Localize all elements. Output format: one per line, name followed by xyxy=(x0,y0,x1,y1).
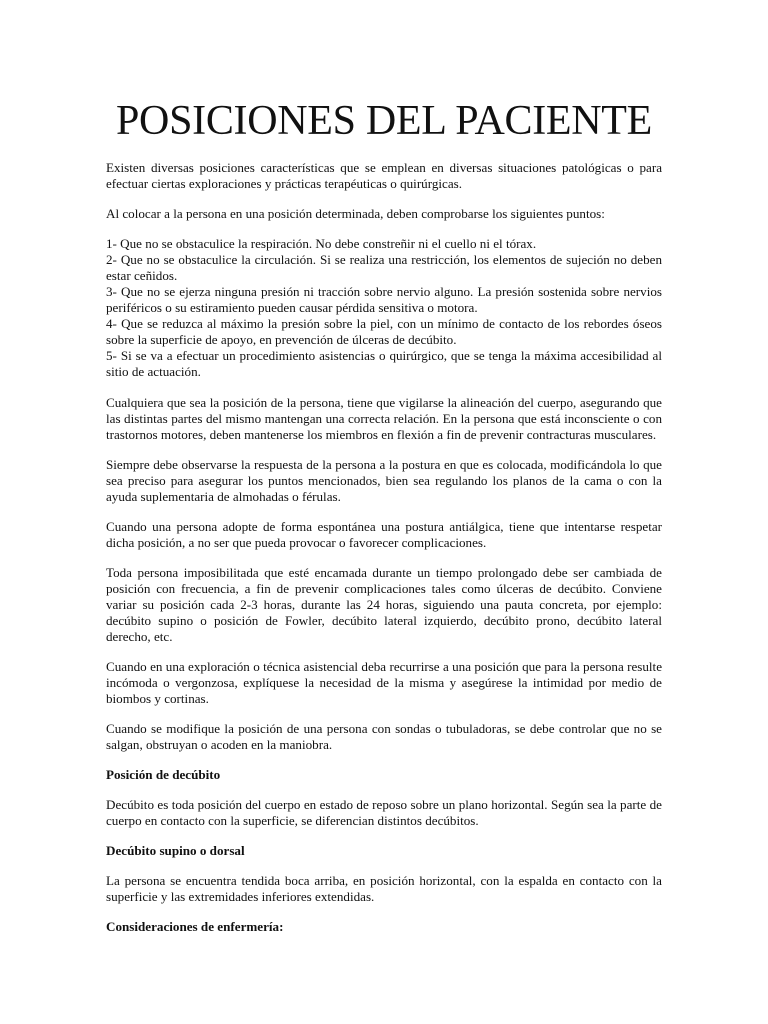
section-heading: Consideraciones de enfermería: xyxy=(106,919,284,935)
section-body: La persona se encuentra tendida boca arriba, en posición horizontal, con la espalda en contacto con la superficie y las extremidades inferiores extendidas. xyxy=(106,873,662,905)
page-title: POSICIONES DEL PACIENTE xyxy=(115,98,653,144)
section-heading: Decúbito supino o dorsal xyxy=(106,843,245,859)
checkpoint-item: 1- Que no se obstaculice la respiración. No debe constreñir ni el cuello ni el tórax. xyxy=(106,236,537,252)
checkpoint-item: 5- Si se va a efectuar un procedimiento asistencias o quirúrgico, que se tenga la máxima accesibilidad al sitio de actuación. xyxy=(106,348,662,380)
checkpoint-item: 2- Que no se obstaculice la circulación. Si se realiza una restricción, los elementos de sujeción no deben estar ceñidos. xyxy=(106,252,662,284)
checkpoint-item: 3- Que no se ejerza ninguna presión ni tracción sobre nervio alguno. La presión sostenida sobre nervios periféricos o su estiramiento pueden causar pérdida sensitiva o motora. xyxy=(106,284,662,316)
section-heading: Posición de decúbito xyxy=(106,767,221,783)
body-paragraph: Cualquiera que sea la posición de la persona, tiene que vigilarse la alineación del cuerpo, asegurando que las distintas partes del mismo mantengan una correcta relación. En la persona que está inconsciente o con trastornos motores, deben mantenerse los miembros en flexión a fin de prevenir contracturas musculares. xyxy=(106,395,662,443)
checkpoint-list xyxy=(106,236,662,380)
body-paragraph: Siempre debe observarse la respuesta de la persona a la postura en que es colocada, modificándola lo que sea preciso para asegurar los puntos mencionados, bien sea regulando los planos de la cama o con la ayuda suplementaria de almohadas o férulas. xyxy=(106,457,662,505)
body-paragraph: Cuando se modifique la posición de una persona con sondas o tubuladoras, se debe controlar que no se salgan, obstruyan o acoden en la maniobra. xyxy=(106,721,662,753)
body-paragraph: Toda persona imposibilitada que esté encamada durante un tiempo prolongado debe ser cambiada de posición con frecuencia, a fin de prevenir complicaciones tales como úlceras de decúbito. Conviene variar su posición cada 2-3 horas, durante las 24 horas, siguiendo una pauta concreta, por ejemplo: decúbito supino o posición de Fowler, decúbito lateral izquierdo, decúbito prono, decúbito lateral derecho, etc. xyxy=(106,565,662,645)
body-paragraph: Cuando en una exploración o técnica asistencial deba recurrirse a una posición que para la persona resulte incómoda o vergonzosa, explíquese la necesidad de la misma y asegúrese la intimidad por medio de biombos y cortinas. xyxy=(106,659,662,707)
section-body: Decúbito es toda posición del cuerpo en estado de reposo sobre un plano horizontal. Según sea la parte de cuerpo en contacto con la superficie, se diferencian distintos decúbitos. xyxy=(106,797,662,829)
body-paragraph: Cuando una persona adopte de forma espontánea una postura antiálgica, tiene que intentarse respetar dicha posición, a no ser que pueda provocar o favorecer complicaciones. xyxy=(106,519,662,551)
intro-paragraph: Existen diversas posiciones características que se emplean en diversas situaciones patológicas o para efectuar ciertas exploraciones y prácticas terapéuticas o quirúrgicas. xyxy=(106,160,662,192)
intro-paragraph: Al colocar a la persona en una posición determinada, deben comprobarse los siguientes puntos: xyxy=(106,206,605,222)
checkpoint-item: 4- Que se reduzca al máximo la presión sobre la piel, con un mínimo de contacto de los rebordes óseos sobre la superficie de apoyo, en prevención de úlceras de decúbito. xyxy=(106,316,662,348)
